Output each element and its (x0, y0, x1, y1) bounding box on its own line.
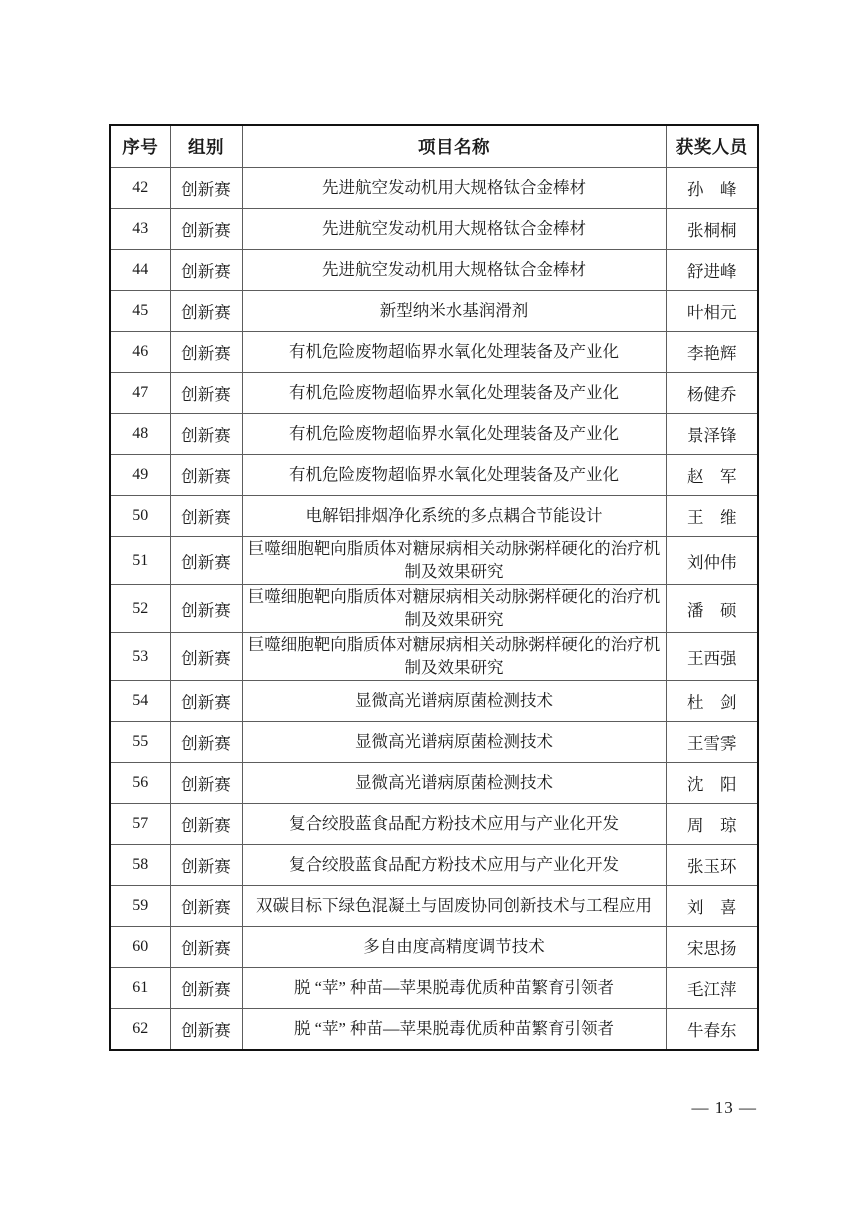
cell-sequence: 47 (110, 373, 170, 414)
cell-sequence: 55 (110, 722, 170, 763)
cell-project-name: 巨噬细胞靶向脂质体对糖尿病相关动脉粥样硬化的治疗机制及效果研究 (242, 633, 666, 681)
table-row (110, 633, 758, 681)
table-header (110, 125, 758, 168)
cell-sequence: 56 (110, 763, 170, 804)
cell-sequence: 61 (110, 968, 170, 1009)
cell-project-name: 有机危险废物超临界水氧化处理装备及产业化 (242, 414, 666, 455)
table-row (110, 886, 758, 927)
cell-group: 创新赛 (170, 209, 242, 250)
cell-project-name: 复合绞股蓝食品配方粉技术应用与产业化开发 (242, 804, 666, 845)
cell-awardee: 刘仲伟 (666, 537, 758, 585)
cell-sequence: 52 (110, 585, 170, 633)
cell-sequence: 44 (110, 250, 170, 291)
table-header-row (110, 125, 758, 168)
cell-sequence: 53 (110, 633, 170, 681)
cell-sequence: 43 (110, 209, 170, 250)
cell-group: 创新赛 (170, 250, 242, 291)
cell-group: 创新赛 (170, 455, 242, 496)
column-header-project-name: 项目名称 (242, 125, 666, 168)
cell-awardee: 宋思扬 (666, 927, 758, 968)
table-row (110, 332, 758, 373)
table-row (110, 414, 758, 455)
cell-awardee: 王雪霁 (666, 722, 758, 763)
table-row (110, 804, 758, 845)
cell-sequence: 51 (110, 537, 170, 585)
table-row (110, 496, 758, 537)
cell-group: 创新赛 (170, 968, 242, 1009)
cell-group: 创新赛 (170, 414, 242, 455)
cell-sequence: 54 (110, 681, 170, 722)
cell-group: 创新赛 (170, 845, 242, 886)
table-row (110, 585, 758, 633)
column-header-group: 组别 (170, 125, 242, 168)
cell-group: 创新赛 (170, 681, 242, 722)
cell-project-name: 显微高光谱病原菌检测技术 (242, 763, 666, 804)
cell-sequence: 58 (110, 845, 170, 886)
table-row (110, 250, 758, 291)
cell-group: 创新赛 (170, 1009, 242, 1051)
cell-group: 创新赛 (170, 496, 242, 537)
cell-project-name: 有机危险废物超临界水氧化处理装备及产业化 (242, 332, 666, 373)
cell-project-name: 多自由度高精度调节技术 (242, 927, 666, 968)
table-body (110, 168, 758, 1051)
cell-group: 创新赛 (170, 332, 242, 373)
cell-group: 创新赛 (170, 927, 242, 968)
cell-project-name: 脱 “苹” 种苗—苹果脱毒优质种苗繁育引领者 (242, 968, 666, 1009)
cell-awardee: 沈 阳 (666, 763, 758, 804)
cell-awardee: 毛江萍 (666, 968, 758, 1009)
cell-group: 创新赛 (170, 291, 242, 332)
table-row (110, 763, 758, 804)
cell-awardee: 杜 剑 (666, 681, 758, 722)
cell-awardee: 杨健乔 (666, 373, 758, 414)
table-row (110, 845, 758, 886)
cell-group: 创新赛 (170, 585, 242, 633)
column-header-awardee: 获奖人员 (666, 125, 758, 168)
table-row (110, 681, 758, 722)
cell-awardee: 王 维 (666, 496, 758, 537)
cell-project-name: 巨噬细胞靶向脂质体对糖尿病相关动脉粥样硬化的治疗机制及效果研究 (242, 537, 666, 585)
cell-awardee: 牛春东 (666, 1009, 758, 1051)
page-number: — 13 — (691, 1098, 757, 1117)
table-row (110, 291, 758, 332)
cell-awardee: 王西强 (666, 633, 758, 681)
cell-sequence: 60 (110, 927, 170, 968)
cell-project-name: 复合绞股蓝食品配方粉技术应用与产业化开发 (242, 845, 666, 886)
table-row (110, 927, 758, 968)
cell-group: 创新赛 (170, 886, 242, 927)
table-row (110, 455, 758, 496)
cell-sequence: 59 (110, 886, 170, 927)
cell-project-name: 显微高光谱病原菌检测技术 (242, 681, 666, 722)
cell-project-name: 脱 “苹” 种苗—苹果脱毒优质种苗繁育引领者 (242, 1009, 666, 1051)
cell-sequence: 62 (110, 1009, 170, 1051)
cell-awardee: 舒进峰 (666, 250, 758, 291)
table-row (110, 168, 758, 209)
cell-sequence: 42 (110, 168, 170, 209)
column-header-sequence: 序号 (110, 125, 170, 168)
table-row (110, 968, 758, 1009)
table-row (110, 722, 758, 763)
cell-project-name: 巨噬细胞靶向脂质体对糖尿病相关动脉粥样硬化的治疗机制及效果研究 (242, 585, 666, 633)
cell-sequence: 48 (110, 414, 170, 455)
award-list-table (109, 124, 759, 1051)
cell-awardee: 张玉环 (666, 845, 758, 886)
cell-project-name: 电解铝排烟净化系统的多点耦合节能设计 (242, 496, 666, 537)
cell-project-name: 先进航空发动机用大规格钛合金棒材 (242, 250, 666, 291)
cell-sequence: 49 (110, 455, 170, 496)
table-row (110, 373, 758, 414)
cell-sequence: 45 (110, 291, 170, 332)
cell-group: 创新赛 (170, 804, 242, 845)
cell-group: 创新赛 (170, 633, 242, 681)
cell-project-name: 有机危险废物超临界水氧化处理装备及产业化 (242, 455, 666, 496)
cell-awardee: 张桐桐 (666, 209, 758, 250)
cell-awardee: 景泽锋 (666, 414, 758, 455)
cell-group: 创新赛 (170, 537, 242, 585)
table-row (110, 537, 758, 585)
cell-project-name: 显微高光谱病原菌检测技术 (242, 722, 666, 763)
cell-group: 创新赛 (170, 373, 242, 414)
cell-group: 创新赛 (170, 168, 242, 209)
table-row (110, 209, 758, 250)
cell-awardee: 周 琼 (666, 804, 758, 845)
cell-project-name: 先进航空发动机用大规格钛合金棒材 (242, 209, 666, 250)
cell-awardee: 叶相元 (666, 291, 758, 332)
cell-sequence: 50 (110, 496, 170, 537)
cell-awardee: 孙 峰 (666, 168, 758, 209)
cell-awardee: 潘 硕 (666, 585, 758, 633)
cell-sequence: 46 (110, 332, 170, 373)
cell-group: 创新赛 (170, 722, 242, 763)
cell-group: 创新赛 (170, 763, 242, 804)
table-row (110, 1009, 758, 1051)
cell-project-name: 双碳目标下绿色混凝土与固废协同创新技术与工程应用 (242, 886, 666, 927)
cell-project-name: 有机危险废物超临界水氧化处理装备及产业化 (242, 373, 666, 414)
cell-sequence: 57 (110, 804, 170, 845)
cell-awardee: 李艳辉 (666, 332, 758, 373)
cell-awardee: 赵 军 (666, 455, 758, 496)
cell-project-name: 先进航空发动机用大规格钛合金棒材 (242, 168, 666, 209)
cell-awardee: 刘 喜 (666, 886, 758, 927)
cell-project-name: 新型纳米水基润滑剂 (242, 291, 666, 332)
